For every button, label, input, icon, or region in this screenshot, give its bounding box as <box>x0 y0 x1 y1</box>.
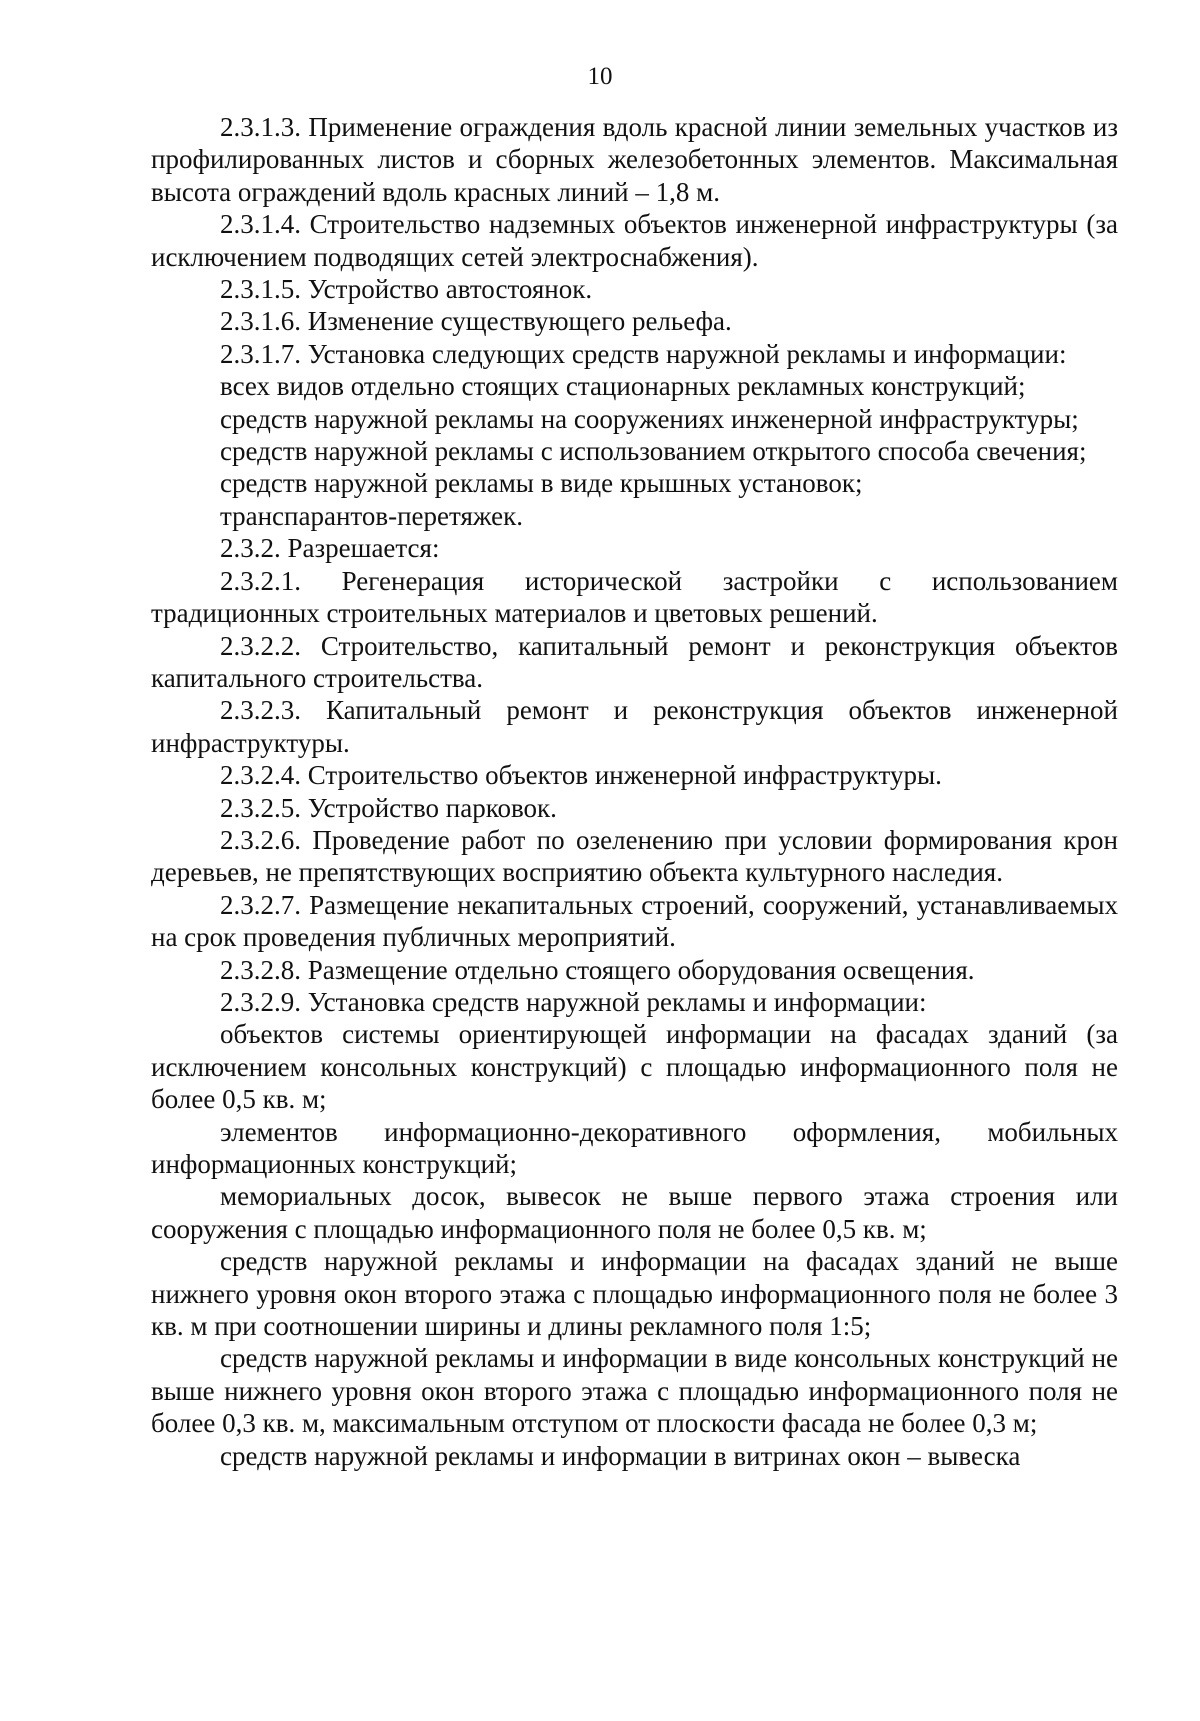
paragraph-2-3-1-3: 2.3.1.3. Применение ограждения вдоль красной линии земельных участков из профилированных листов и сборных железобетонных элементов. Максимальная высота ограждений вдоль красных линий – 1,8 м. <box>151 112 1118 207</box>
page-number: 10 <box>587 63 613 90</box>
list-item: средств наружной рекламы на сооружениях инженерной инфраструктуры; <box>220 403 1079 434</box>
paragraph-2-3-2-6: 2.3.2.6. Проведение работ по озеленению при условии формирования крон деревьев, не препятствующих восприятию объекта культурного наследия. <box>151 824 1118 888</box>
paragraph-2-3-1-6: 2.3.1.6. Изменение существующего рельефа. <box>220 306 732 337</box>
paragraph-2-3-2-2: 2.3.2.2. Строительство, капитальный ремонт и реконструкция объектов капитального строительства. <box>151 630 1118 693</box>
list-item: мемориальных досок, вывесок не выше первого этажа строения или сооружения с площадью информационного поля не более 0,5 кв. м; <box>151 1181 1118 1244</box>
list-item: средств наружной рекламы и информации в витринах окон – вывеска <box>220 1440 1021 1471</box>
paragraph-2-3-2-7: 2.3.2.7. Размещение некапитальных строений, сооружений, устанавливаемых на срок проведения публичных мероприятий. <box>151 889 1118 953</box>
list-item: всех видов отдельно стоящих стационарных рекламных конструкций; <box>220 371 1026 402</box>
paragraph-2-3-1-7: 2.3.1.7. Установка следующих средств наружной рекламы и информации: <box>220 338 1067 369</box>
list-item: средств наружной рекламы и информации на фасадах зданий не выше нижнего уровня окон второго этажа с площадью информационного поля не более 3 кв. м при соотношении ширины и длины рекламного поля 1:5; <box>151 1246 1118 1342</box>
paragraph-2-3-2-1: 2.3.2.1. Регенерация исторической застройки с использованием традиционных строительных материалов и цветовых решений. <box>151 565 1118 629</box>
list-item: средств наружной рекламы в виде крышных установок; <box>220 468 863 499</box>
paragraph-2-3-1-4: 2.3.1.4. Строительство надземных объектов инженерной инфраструктуры (за исключением подводящих сетей электроснабжения). <box>151 209 1118 272</box>
list-item: объектов системы ориентирующей информации на фасадах зданий (за исключением консольных конструкций) с площадью информационного поля не более 0,5 кв. м; <box>151 1019 1118 1115</box>
paragraph-2-3-2-4: 2.3.2.4. Строительство объектов инженерной инфраструктуры. <box>220 760 942 791</box>
paragraph-2-3-1-5: 2.3.1.5. Устройство автостоянок. <box>220 274 593 305</box>
list-item: средств наружной рекламы с использованием открытого способа свечения; <box>220 436 1087 467</box>
list-item: средств наружной рекламы и информации в виде консольных конструкций не выше нижнего уровня окон второго этажа с площадью информационного поля не более 0,3 кв. м, максимальным отступом от плоскости фасада не более 0,3 м; <box>151 1343 1118 1439</box>
paragraph-2-3-2-8: 2.3.2.8. Размещение отдельно стоящего оборудования освещения. <box>220 954 975 985</box>
list-item: элементов информационно-декоративного оформления, мобильных информационных конструкций; <box>151 1116 1118 1179</box>
paragraph-2-3-2-5: 2.3.2.5. Устройство парковок. <box>220 792 557 823</box>
list-item: транспарантов-перетяжек. <box>220 500 524 531</box>
paragraph-2-3-2-3: 2.3.2.3. Капитальный ремонт и реконструкция объектов инженерной инфраструктуры. <box>151 695 1118 758</box>
section-heading-2-3-2: 2.3.2. Разрешается: <box>220 533 440 564</box>
document-body <box>151 111 1118 1472</box>
paragraph-2-3-2-9: 2.3.2.9. Установка средств наружной рекламы и информации: <box>220 986 927 1017</box>
